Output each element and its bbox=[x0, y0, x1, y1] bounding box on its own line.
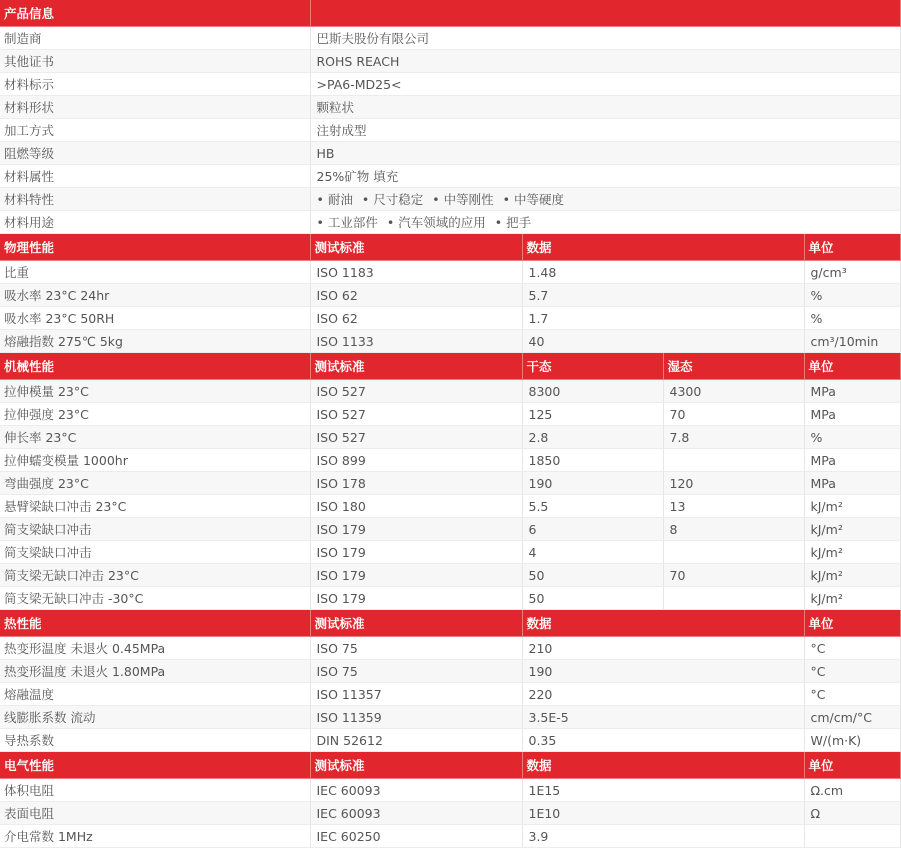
property-value: 210 bbox=[522, 637, 804, 660]
info-value bbox=[310, 188, 900, 211]
info-row bbox=[0, 211, 900, 234]
property-name: 弯曲强度 23°C bbox=[0, 472, 310, 495]
property-name: 简支梁缺口冲击 bbox=[0, 518, 310, 541]
dry-value: 190 bbox=[522, 472, 663, 495]
unit: kJ/m² bbox=[804, 495, 900, 518]
property-row bbox=[0, 330, 900, 353]
property-value: 190 bbox=[522, 660, 804, 683]
property-value: 1.48 bbox=[522, 261, 804, 284]
property-value: 220 bbox=[522, 683, 804, 706]
property-row bbox=[0, 637, 900, 660]
unit: % bbox=[804, 284, 900, 307]
property-row bbox=[0, 660, 900, 683]
wet-value: 13 bbox=[663, 495, 804, 518]
property-name: 热变形温度 未退火 1.80MPa bbox=[0, 660, 310, 683]
dry-value: 6 bbox=[522, 518, 663, 541]
property-name: 熔融温度 bbox=[0, 683, 310, 706]
test-standard: ISO 527 bbox=[310, 380, 522, 403]
property-name: 体积电阻 bbox=[0, 779, 310, 802]
test-standard: ISO 62 bbox=[310, 307, 522, 330]
section-title: 产品信息 bbox=[0, 0, 310, 27]
unit: °C bbox=[804, 637, 900, 660]
property-row bbox=[0, 541, 900, 564]
property-row bbox=[0, 825, 900, 848]
unit: cm/cm/°C bbox=[804, 706, 900, 729]
property-row bbox=[0, 706, 900, 729]
unit: kJ/m² bbox=[804, 541, 900, 564]
wet-value: 70 bbox=[663, 564, 804, 587]
info-label: 材料形状 bbox=[0, 96, 310, 119]
property-row bbox=[0, 380, 900, 403]
property-value: 1.7 bbox=[522, 307, 804, 330]
col-header-value: 数据 bbox=[522, 610, 804, 637]
tag-item: • 工业部件 bbox=[317, 215, 378, 230]
dry-value: 2.8 bbox=[522, 426, 663, 449]
info-row bbox=[0, 119, 900, 142]
section-header-electrical bbox=[0, 752, 900, 779]
property-row bbox=[0, 683, 900, 706]
section-header-physical bbox=[0, 234, 900, 261]
info-value: HB bbox=[310, 142, 900, 165]
property-value: 1E15 bbox=[522, 779, 804, 802]
test-standard: IEC 60093 bbox=[310, 802, 522, 825]
tag-item: • 尺寸稳定 bbox=[362, 192, 423, 207]
property-row bbox=[0, 403, 900, 426]
property-name: 简支梁无缺口冲击 -30°C bbox=[0, 587, 310, 610]
col-header-standard: 测试标准 bbox=[310, 353, 522, 380]
property-row bbox=[0, 587, 900, 610]
wet-value: 70 bbox=[663, 403, 804, 426]
info-value bbox=[310, 211, 900, 234]
col-header-wet: 湿态 bbox=[663, 353, 804, 380]
property-name: 吸水率 23°C 24hr bbox=[0, 284, 310, 307]
header-spacer bbox=[310, 0, 900, 27]
section-header-mechanical bbox=[0, 353, 900, 380]
info-row bbox=[0, 96, 900, 119]
info-value: 颗粒状 bbox=[310, 96, 900, 119]
unit: kJ/m² bbox=[804, 587, 900, 610]
test-standard: ISO 75 bbox=[310, 637, 522, 660]
property-name: 简支梁无缺口冲击 23°C bbox=[0, 564, 310, 587]
col-header-dry: 干态 bbox=[522, 353, 663, 380]
test-standard: ISO 179 bbox=[310, 518, 522, 541]
property-row bbox=[0, 495, 900, 518]
col-header-standard: 测试标准 bbox=[310, 752, 522, 779]
wet-value bbox=[663, 541, 804, 564]
test-standard: ISO 11359 bbox=[310, 706, 522, 729]
info-row bbox=[0, 142, 900, 165]
dry-value: 1850 bbox=[522, 449, 663, 472]
property-name: 拉伸模量 23°C bbox=[0, 380, 310, 403]
property-name: 吸水率 23°C 50RH bbox=[0, 307, 310, 330]
info-label: 材料属性 bbox=[0, 165, 310, 188]
col-header-unit: 单位 bbox=[804, 610, 900, 637]
unit: MPa bbox=[804, 403, 900, 426]
property-row bbox=[0, 564, 900, 587]
wet-value: 8 bbox=[663, 518, 804, 541]
wet-value: 120 bbox=[663, 472, 804, 495]
tag-item: • 中等刚性 bbox=[432, 192, 493, 207]
property-name: 拉伸强度 23°C bbox=[0, 403, 310, 426]
unit: MPa bbox=[804, 449, 900, 472]
unit: cm³/10min bbox=[804, 330, 900, 353]
property-row bbox=[0, 779, 900, 802]
test-standard: ISO 527 bbox=[310, 403, 522, 426]
col-header-unit: 单位 bbox=[804, 234, 900, 261]
property-row bbox=[0, 426, 900, 449]
wet-value: 4300 bbox=[663, 380, 804, 403]
dry-value: 50 bbox=[522, 587, 663, 610]
tag-item: • 汽车领域的应用 bbox=[387, 215, 486, 230]
property-name: 比重 bbox=[0, 261, 310, 284]
property-row bbox=[0, 729, 900, 752]
col-header-unit: 单位 bbox=[804, 353, 900, 380]
col-header-value: 数据 bbox=[522, 234, 804, 261]
unit: Ω.cm bbox=[804, 779, 900, 802]
test-standard: ISO 899 bbox=[310, 449, 522, 472]
info-value: >PA6-MD25< bbox=[310, 73, 900, 96]
info-value: 巴斯夫股份有限公司 bbox=[310, 27, 900, 50]
info-row bbox=[0, 50, 900, 73]
property-name: 介电常数 1MHz bbox=[0, 825, 310, 848]
wet-value: 7.8 bbox=[663, 426, 804, 449]
unit: °C bbox=[804, 683, 900, 706]
property-row bbox=[0, 307, 900, 330]
unit: % bbox=[804, 307, 900, 330]
property-row bbox=[0, 449, 900, 472]
dry-value: 50 bbox=[522, 564, 663, 587]
info-label: 材料标示 bbox=[0, 73, 310, 96]
unit: kJ/m² bbox=[804, 564, 900, 587]
info-row bbox=[0, 73, 900, 96]
test-standard: ISO 1183 bbox=[310, 261, 522, 284]
property-value: 3.9 bbox=[522, 825, 804, 848]
tag-item: • 中等硬度 bbox=[503, 192, 564, 207]
test-standard: ISO 179 bbox=[310, 587, 522, 610]
test-standard: ISO 180 bbox=[310, 495, 522, 518]
unit bbox=[804, 825, 900, 848]
test-standard: IEC 60093 bbox=[310, 779, 522, 802]
property-row bbox=[0, 472, 900, 495]
section-title: 热性能 bbox=[0, 610, 310, 637]
section-header-product-info bbox=[0, 0, 900, 27]
test-standard: ISO 11357 bbox=[310, 683, 522, 706]
property-value: 3.5E-5 bbox=[522, 706, 804, 729]
info-label: 其他证书 bbox=[0, 50, 310, 73]
info-value: 注射成型 bbox=[310, 119, 900, 142]
unit: MPa bbox=[804, 472, 900, 495]
test-standard: ISO 179 bbox=[310, 564, 522, 587]
col-header-value: 数据 bbox=[522, 752, 804, 779]
unit: W/(m·K) bbox=[804, 729, 900, 752]
test-standard: ISO 62 bbox=[310, 284, 522, 307]
col-header-standard: 测试标准 bbox=[310, 610, 522, 637]
info-label: 阻燃等级 bbox=[0, 142, 310, 165]
info-value: ROHS REACH bbox=[310, 50, 900, 73]
property-name: 热变形温度 未退火 0.45MPa bbox=[0, 637, 310, 660]
dry-value: 125 bbox=[522, 403, 663, 426]
property-name: 拉伸蠕变模量 1000hr bbox=[0, 449, 310, 472]
col-header-standard: 测试标准 bbox=[310, 234, 522, 261]
property-value: 0.35 bbox=[522, 729, 804, 752]
property-name: 简支梁缺口冲击 bbox=[0, 541, 310, 564]
property-row bbox=[0, 802, 900, 825]
property-value: 5.7 bbox=[522, 284, 804, 307]
test-standard: ISO 75 bbox=[310, 660, 522, 683]
dry-value: 8300 bbox=[522, 380, 663, 403]
info-label: 制造商 bbox=[0, 27, 310, 50]
info-label: 材料用途 bbox=[0, 211, 310, 234]
tag-item: • 耐油 bbox=[317, 192, 353, 207]
tag-item: • 把手 bbox=[495, 215, 531, 230]
property-name: 悬臂梁缺口冲击 23°C bbox=[0, 495, 310, 518]
section-header-thermal bbox=[0, 610, 900, 637]
test-standard: ISO 527 bbox=[310, 426, 522, 449]
info-row bbox=[0, 165, 900, 188]
property-value: 40 bbox=[522, 330, 804, 353]
property-name: 伸长率 23°C bbox=[0, 426, 310, 449]
property-name: 表面电阻 bbox=[0, 802, 310, 825]
section-title: 机械性能 bbox=[0, 353, 310, 380]
info-value: 25%矿物 填充 bbox=[310, 165, 900, 188]
unit: kJ/m² bbox=[804, 518, 900, 541]
property-name: 导热系数 bbox=[0, 729, 310, 752]
test-standard: ISO 178 bbox=[310, 472, 522, 495]
test-standard: ISO 1133 bbox=[310, 330, 522, 353]
section-title: 物理性能 bbox=[0, 234, 310, 261]
info-row bbox=[0, 27, 900, 50]
property-row bbox=[0, 518, 900, 541]
col-header-unit: 单位 bbox=[804, 752, 900, 779]
unit: g/cm³ bbox=[804, 261, 900, 284]
wet-value bbox=[663, 587, 804, 610]
property-value: 1E10 bbox=[522, 802, 804, 825]
test-standard: ISO 179 bbox=[310, 541, 522, 564]
property-name: 线膨胀系数 流动 bbox=[0, 706, 310, 729]
info-label: 材料特性 bbox=[0, 188, 310, 211]
unit: MPa bbox=[804, 380, 900, 403]
section-title: 电气性能 bbox=[0, 752, 310, 779]
dry-value: 4 bbox=[522, 541, 663, 564]
info-row bbox=[0, 188, 900, 211]
test-standard: IEC 60250 bbox=[310, 825, 522, 848]
info-label: 加工方式 bbox=[0, 119, 310, 142]
wet-value bbox=[663, 449, 804, 472]
property-row bbox=[0, 261, 900, 284]
unit: Ω bbox=[804, 802, 900, 825]
property-name: 熔融指数 275℃ 5kg bbox=[0, 330, 310, 353]
unit: % bbox=[804, 426, 900, 449]
test-standard: DIN 52612 bbox=[310, 729, 522, 752]
dry-value: 5.5 bbox=[522, 495, 663, 518]
property-row bbox=[0, 284, 900, 307]
unit: °C bbox=[804, 660, 900, 683]
